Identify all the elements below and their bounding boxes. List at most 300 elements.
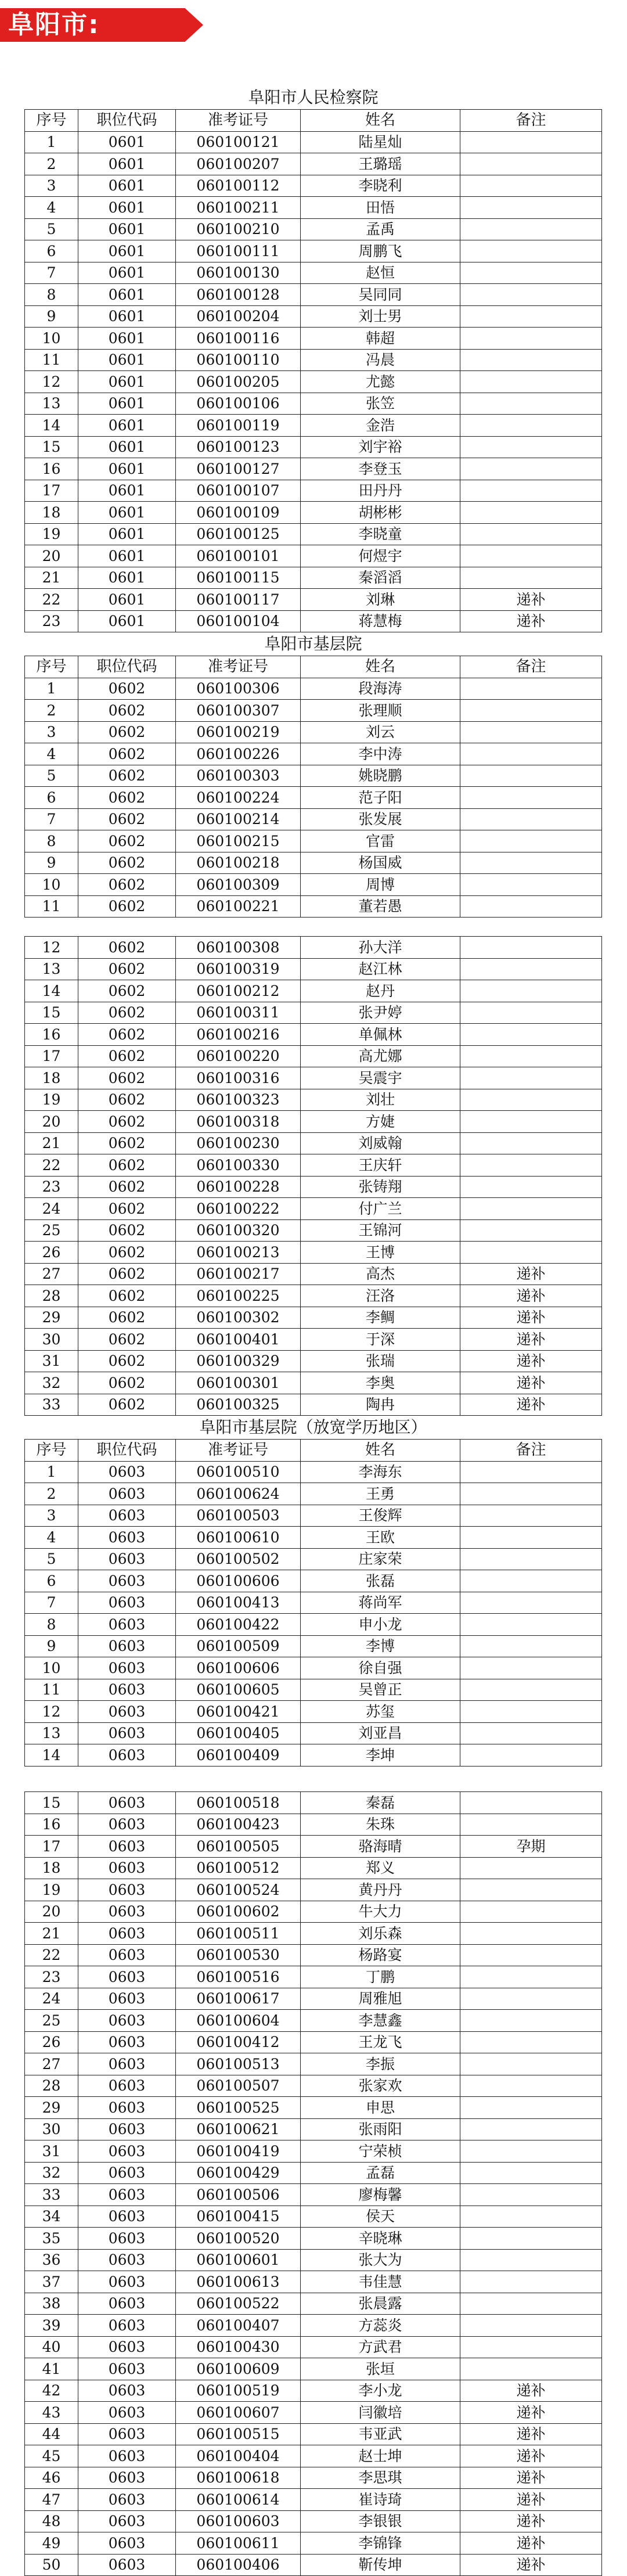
cell-exam-number: 060100413 bbox=[176, 1592, 301, 1614]
cell-name: 王欧 bbox=[301, 1527, 460, 1549]
cell-note bbox=[460, 1857, 602, 1879]
cell-seq: 3 bbox=[25, 175, 78, 197]
cell-note bbox=[460, 1527, 602, 1549]
cell-name: 秦磊 bbox=[301, 1792, 460, 1814]
cell-exam-number: 060100524 bbox=[176, 1879, 301, 1901]
cell-note: 递补 bbox=[460, 589, 602, 611]
cell-name: 徐自强 bbox=[301, 1657, 460, 1679]
cell-position-code: 0603 bbox=[78, 2423, 176, 2445]
cell-position-code: 0601 bbox=[78, 458, 176, 480]
cell-position-code: 0601 bbox=[78, 328, 176, 350]
cell-name: 秦滔滔 bbox=[301, 567, 460, 589]
table-row bbox=[25, 523, 602, 545]
cell-note bbox=[460, 2031, 602, 2053]
section-title-row bbox=[25, 86, 602, 110]
cell-seq: 14 bbox=[25, 980, 78, 1002]
cell-position-code: 0601 bbox=[78, 393, 176, 415]
cell-name: 张晨露 bbox=[301, 2293, 460, 2315]
cell-seq: 44 bbox=[25, 2423, 78, 2445]
cell-note bbox=[460, 2140, 602, 2163]
cell-seq: 21 bbox=[25, 567, 78, 589]
cell-exam-number: 060100101 bbox=[176, 545, 301, 567]
cell-seq: 6 bbox=[25, 787, 78, 809]
column-header: 姓名 bbox=[301, 656, 460, 678]
cell-seq: 41 bbox=[25, 2358, 78, 2380]
table-row bbox=[25, 2118, 602, 2140]
cell-position-code: 0603 bbox=[78, 1744, 176, 1766]
cell-position-code: 0603 bbox=[78, 2445, 176, 2467]
cell-exam-number: 060100610 bbox=[176, 1527, 301, 1549]
cell-name: 田悟 bbox=[301, 197, 460, 219]
table-row bbox=[25, 1944, 602, 1966]
cell-exam-number: 060100320 bbox=[176, 1219, 301, 1242]
column-header: 姓名 bbox=[301, 1440, 460, 1462]
cell-name: 申思 bbox=[301, 2097, 460, 2119]
table-row bbox=[25, 743, 602, 765]
cell-name: 李晓利 bbox=[301, 175, 460, 197]
table-row bbox=[25, 830, 602, 852]
cell-name: 牛大力 bbox=[301, 1901, 460, 1923]
cell-seq: 31 bbox=[25, 1350, 78, 1372]
cell-note bbox=[460, 1002, 602, 1024]
table-row bbox=[25, 1679, 602, 1701]
cell-name: 高尤娜 bbox=[301, 1045, 460, 1067]
table-row bbox=[25, 980, 602, 1002]
cell-name: 李锦锋 bbox=[301, 2532, 460, 2555]
cell-position-code: 0603 bbox=[78, 1527, 176, 1549]
column-header: 职位代码 bbox=[78, 1440, 176, 1462]
cell-note: 递补 bbox=[460, 1307, 602, 1329]
cell-exam-number: 060100507 bbox=[176, 2075, 301, 2097]
table-row bbox=[25, 1307, 602, 1329]
cell-exam-number: 060100515 bbox=[176, 2423, 301, 2445]
cell-note bbox=[460, 197, 602, 219]
cell-note bbox=[460, 1792, 602, 1814]
cell-name: 廖梅馨 bbox=[301, 2184, 460, 2206]
table-row bbox=[25, 2358, 602, 2380]
table-row bbox=[25, 1045, 602, 1067]
cell-position-code: 0602 bbox=[78, 980, 176, 1002]
cell-seq: 40 bbox=[25, 2336, 78, 2358]
cell-seq: 2 bbox=[25, 1483, 78, 1505]
cell-note bbox=[460, 2228, 602, 2250]
cell-exam-number: 060100318 bbox=[176, 1111, 301, 1133]
cell-exam-number: 060100506 bbox=[176, 2184, 301, 2206]
cell-exam-number: 060100306 bbox=[176, 678, 301, 700]
cell-note bbox=[460, 2336, 602, 2358]
cell-note bbox=[460, 240, 602, 262]
table-row bbox=[25, 765, 602, 787]
cell-seq: 46 bbox=[25, 2467, 78, 2489]
cell-position-code: 0602 bbox=[78, 1198, 176, 1220]
cell-seq: 17 bbox=[25, 480, 78, 502]
cell-note bbox=[460, 937, 602, 959]
cell-seq: 16 bbox=[25, 1024, 78, 1046]
cell-exam-number: 060100301 bbox=[176, 1372, 301, 1394]
table-row bbox=[25, 1263, 602, 1285]
cell-seq: 30 bbox=[25, 1329, 78, 1351]
table-row bbox=[25, 2184, 602, 2206]
cell-seq: 15 bbox=[25, 1002, 78, 1024]
cell-seq: 25 bbox=[25, 2010, 78, 2032]
cell-seq: 22 bbox=[25, 1944, 78, 1966]
column-header: 序号 bbox=[25, 656, 78, 678]
cell-note: 递补 bbox=[460, 610, 602, 632]
cell-seq: 29 bbox=[25, 1307, 78, 1329]
cell-note bbox=[460, 787, 602, 809]
table-row bbox=[25, 1461, 602, 1483]
cell-name: 李中涛 bbox=[301, 743, 460, 765]
cell-note bbox=[460, 958, 602, 980]
cell-exam-number: 060100115 bbox=[176, 567, 301, 589]
cell-position-code: 0602 bbox=[78, 700, 176, 722]
cell-seq: 26 bbox=[25, 2031, 78, 2053]
cell-seq: 15 bbox=[25, 436, 78, 458]
table-row bbox=[25, 175, 602, 197]
cell-name: 周博 bbox=[301, 874, 460, 896]
cell-name: 王璐瑶 bbox=[301, 153, 460, 175]
cell-name: 刘乐森 bbox=[301, 1923, 460, 1945]
cell-name: 方武君 bbox=[301, 2336, 460, 2358]
table-row bbox=[25, 1329, 602, 1351]
cell-position-code: 0603 bbox=[78, 1548, 176, 1570]
column-header: 序号 bbox=[25, 110, 78, 132]
cell-exam-number: 060100503 bbox=[176, 1505, 301, 1527]
cell-name: 李登玉 bbox=[301, 458, 460, 480]
cell-name: 李海东 bbox=[301, 1461, 460, 1483]
cell-position-code: 0601 bbox=[78, 218, 176, 240]
cell-exam-number: 060100109 bbox=[176, 502, 301, 524]
cell-exam-number: 060100330 bbox=[176, 1154, 301, 1177]
cell-note bbox=[460, 2118, 602, 2140]
cell-position-code: 0602 bbox=[78, 808, 176, 830]
cell-name: 张瑞 bbox=[301, 1350, 460, 1372]
cell-exam-number: 060100323 bbox=[176, 1089, 301, 1111]
candidate-table bbox=[24, 86, 602, 918]
table-row bbox=[25, 1154, 602, 1177]
cell-note: 递补 bbox=[460, 2380, 602, 2402]
cell-name: 张大为 bbox=[301, 2249, 460, 2271]
cell-seq: 2 bbox=[25, 153, 78, 175]
cell-position-code: 0602 bbox=[78, 721, 176, 743]
cell-seq: 42 bbox=[25, 2380, 78, 2402]
table-row bbox=[25, 1722, 602, 1744]
cell-name: 张家欢 bbox=[301, 2075, 460, 2097]
table-row bbox=[25, 937, 602, 959]
cell-position-code: 0603 bbox=[78, 2293, 176, 2315]
table-row bbox=[25, 1372, 602, 1394]
table-row bbox=[25, 1285, 602, 1307]
cell-note: 递补 bbox=[460, 1263, 602, 1285]
cell-seq: 29 bbox=[25, 2097, 78, 2119]
section-title: 阜阳市基层院（放宽学历地区） bbox=[25, 1416, 602, 1440]
cell-exam-number: 060100311 bbox=[176, 1002, 301, 1024]
cell-seq: 19 bbox=[25, 523, 78, 545]
cell-seq: 30 bbox=[25, 2118, 78, 2140]
cell-seq: 1 bbox=[25, 1461, 78, 1483]
cell-seq: 43 bbox=[25, 2402, 78, 2424]
cell-position-code: 0603 bbox=[78, 1879, 176, 1901]
cell-exam-number: 060100110 bbox=[176, 349, 301, 371]
cell-name: 冯晨 bbox=[301, 349, 460, 371]
cell-position-code: 0601 bbox=[78, 153, 176, 175]
cell-position-code: 0603 bbox=[78, 1483, 176, 1505]
table-block-1 bbox=[24, 86, 601, 918]
cell-note bbox=[460, 502, 602, 524]
cell-note bbox=[460, 2184, 602, 2206]
cell-exam-number: 060100207 bbox=[176, 153, 301, 175]
cell-note bbox=[460, 743, 602, 765]
cell-name: 张笠 bbox=[301, 393, 460, 415]
cell-note bbox=[460, 218, 602, 240]
cell-seq: 20 bbox=[25, 1901, 78, 1923]
cell-position-code: 0602 bbox=[78, 1002, 176, 1024]
table-row bbox=[25, 2010, 602, 2032]
cell-position-code: 0603 bbox=[78, 1988, 176, 2010]
cell-exam-number: 060100212 bbox=[176, 980, 301, 1002]
cell-note: 递补 bbox=[460, 1350, 602, 1372]
cell-seq: 17 bbox=[25, 1836, 78, 1858]
table-row bbox=[25, 2445, 602, 2467]
cell-position-code: 0603 bbox=[78, 1461, 176, 1483]
table-row bbox=[25, 153, 602, 175]
cell-exam-number: 060100429 bbox=[176, 2162, 301, 2184]
section-title: 阜阳市人民检察院 bbox=[25, 86, 602, 110]
table-row bbox=[25, 2489, 602, 2511]
cell-name: 李慧鑫 bbox=[301, 2010, 460, 2032]
cell-exam-number: 060100525 bbox=[176, 2097, 301, 2119]
cell-exam-number: 060100510 bbox=[176, 1461, 301, 1483]
cell-note bbox=[460, 175, 602, 197]
cell-name: 方蕊炎 bbox=[301, 2315, 460, 2337]
cell-exam-number: 060100307 bbox=[176, 700, 301, 722]
cell-exam-number: 060100106 bbox=[176, 393, 301, 415]
cell-exam-number: 060100308 bbox=[176, 937, 301, 959]
table-row bbox=[25, 567, 602, 589]
cell-name: 方婕 bbox=[301, 1111, 460, 1133]
cell-position-code: 0603 bbox=[78, 1505, 176, 1527]
cell-seq: 8 bbox=[25, 1614, 78, 1636]
cell-note bbox=[460, 1024, 602, 1046]
cell-seq: 11 bbox=[25, 349, 78, 371]
table-row bbox=[25, 305, 602, 328]
cell-exam-number: 060100316 bbox=[176, 1067, 301, 1089]
cell-position-code: 0602 bbox=[78, 1089, 176, 1111]
table-row bbox=[25, 393, 602, 415]
cell-position-code: 0603 bbox=[78, 2184, 176, 2206]
cell-exam-number: 060100117 bbox=[176, 589, 301, 611]
cell-note: 递补 bbox=[460, 2445, 602, 2467]
cell-note bbox=[460, 1219, 602, 1242]
candidate-table bbox=[24, 1791, 602, 2576]
table-row bbox=[25, 502, 602, 524]
cell-seq: 18 bbox=[25, 1857, 78, 1879]
cell-position-code: 0601 bbox=[78, 349, 176, 371]
cell-note bbox=[460, 328, 602, 350]
table-row bbox=[25, 1198, 602, 1220]
table-row bbox=[25, 1132, 602, 1154]
cell-seq: 3 bbox=[25, 1505, 78, 1527]
cell-position-code: 0601 bbox=[78, 545, 176, 567]
cell-position-code: 0602 bbox=[78, 1242, 176, 1264]
column-header: 准考证号 bbox=[176, 656, 301, 678]
cell-note bbox=[460, 284, 602, 306]
cell-exam-number: 060100214 bbox=[176, 808, 301, 830]
table-row bbox=[25, 1635, 602, 1657]
cell-seq: 33 bbox=[25, 1394, 78, 1416]
cell-name: 高杰 bbox=[301, 1263, 460, 1285]
table-row bbox=[25, 1002, 602, 1024]
cell-note bbox=[460, 1988, 602, 2010]
cell-note bbox=[460, 1176, 602, 1198]
cell-seq: 14 bbox=[25, 415, 78, 437]
cell-note: 递补 bbox=[460, 2402, 602, 2424]
cell-position-code: 0602 bbox=[78, 743, 176, 765]
table-row bbox=[25, 1966, 602, 1988]
cell-seq: 4 bbox=[25, 743, 78, 765]
cell-seq: 13 bbox=[25, 1722, 78, 1744]
cell-name: 刘壮 bbox=[301, 1089, 460, 1111]
cell-exam-number: 060100218 bbox=[176, 852, 301, 874]
cell-position-code: 0603 bbox=[78, 2162, 176, 2184]
cell-name: 李鲷 bbox=[301, 1307, 460, 1329]
table-row bbox=[25, 1570, 602, 1592]
cell-exam-number: 060100104 bbox=[176, 610, 301, 632]
cell-exam-number: 060100224 bbox=[176, 787, 301, 809]
table-row bbox=[25, 284, 602, 306]
cell-name: 王锦河 bbox=[301, 1219, 460, 1242]
cell-position-code: 0601 bbox=[78, 305, 176, 328]
cell-seq: 27 bbox=[25, 1263, 78, 1285]
cell-note bbox=[460, 305, 602, 328]
table-row bbox=[25, 1067, 602, 1089]
cell-note bbox=[460, 895, 602, 918]
cell-position-code: 0603 bbox=[78, 2467, 176, 2489]
table-row bbox=[25, 2249, 602, 2271]
cell-name: 范子阳 bbox=[301, 787, 460, 809]
cell-position-code: 0602 bbox=[78, 937, 176, 959]
cell-name: 李振 bbox=[301, 2053, 460, 2075]
table-row bbox=[25, 480, 602, 502]
candidate-table bbox=[24, 936, 602, 1766]
cell-name: 董若愚 bbox=[301, 895, 460, 918]
cell-seq: 3 bbox=[25, 721, 78, 743]
cell-exam-number: 060100621 bbox=[176, 2118, 301, 2140]
cell-name: 何煜宇 bbox=[301, 545, 460, 567]
cell-seq: 12 bbox=[25, 937, 78, 959]
cell-exam-number: 060100617 bbox=[176, 1988, 301, 2010]
table-row bbox=[25, 262, 602, 284]
cell-name: 段海涛 bbox=[301, 678, 460, 700]
cell-position-code: 0602 bbox=[78, 1176, 176, 1198]
cell-position-code: 0603 bbox=[78, 2075, 176, 2097]
cell-seq: 13 bbox=[25, 393, 78, 415]
table-row bbox=[25, 2402, 602, 2424]
cell-position-code: 0601 bbox=[78, 502, 176, 524]
cell-note bbox=[460, 1744, 602, 1766]
cell-note bbox=[460, 262, 602, 284]
cell-name: 金浩 bbox=[301, 415, 460, 437]
cell-exam-number: 060100309 bbox=[176, 874, 301, 896]
cell-exam-number: 060100423 bbox=[176, 1814, 301, 1836]
cell-position-code: 0601 bbox=[78, 131, 176, 153]
cell-exam-number: 060100215 bbox=[176, 830, 301, 852]
cell-seq: 7 bbox=[25, 808, 78, 830]
cell-seq: 11 bbox=[25, 1679, 78, 1701]
cell-name: 姚晓鹏 bbox=[301, 765, 460, 787]
column-header: 姓名 bbox=[301, 110, 460, 132]
table-row bbox=[25, 1219, 602, 1242]
cell-name: 李博 bbox=[301, 1635, 460, 1657]
cell-name: 陶冉 bbox=[301, 1394, 460, 1416]
cell-note bbox=[460, 765, 602, 787]
cell-seq: 26 bbox=[25, 1242, 78, 1264]
cell-name: 官雷 bbox=[301, 830, 460, 852]
cell-note: 递补 bbox=[460, 1372, 602, 1394]
cell-exam-number: 060100512 bbox=[176, 1857, 301, 1879]
table-row bbox=[25, 2053, 602, 2075]
table-row bbox=[25, 2228, 602, 2250]
region-banner bbox=[0, 0, 627, 48]
cell-note bbox=[460, 545, 602, 567]
cell-note bbox=[460, 1548, 602, 1570]
cell-note bbox=[460, 1657, 602, 1679]
cell-position-code: 0603 bbox=[78, 1679, 176, 1701]
cell-exam-number: 060100128 bbox=[176, 284, 301, 306]
cell-note bbox=[460, 1814, 602, 1836]
cell-exam-number: 060100518 bbox=[176, 1792, 301, 1814]
cell-position-code: 0603 bbox=[78, 2402, 176, 2424]
cell-position-code: 0603 bbox=[78, 1901, 176, 1923]
table-row bbox=[25, 1176, 602, 1198]
cell-position-code: 0602 bbox=[78, 852, 176, 874]
table-row bbox=[25, 1857, 602, 1879]
cell-seq: 13 bbox=[25, 958, 78, 980]
cell-note: 递补 bbox=[460, 2467, 602, 2489]
table-row bbox=[25, 545, 602, 567]
cell-seq: 9 bbox=[25, 852, 78, 874]
table-row bbox=[25, 808, 602, 830]
cell-seq: 45 bbox=[25, 2445, 78, 2467]
cell-seq: 16 bbox=[25, 458, 78, 480]
cell-seq: 9 bbox=[25, 1635, 78, 1657]
cell-note bbox=[460, 2206, 602, 2228]
cell-position-code: 0603 bbox=[78, 2358, 176, 2380]
region-title: 阜阳市: bbox=[8, 10, 100, 39]
cell-position-code: 0603 bbox=[78, 1966, 176, 1988]
cell-seq: 23 bbox=[25, 1176, 78, 1198]
cell-seq: 8 bbox=[25, 284, 78, 306]
cell-seq: 23 bbox=[25, 610, 78, 632]
table-row bbox=[25, 131, 602, 153]
cell-seq: 5 bbox=[25, 765, 78, 787]
table-row bbox=[25, 1657, 602, 1679]
cell-seq: 15 bbox=[25, 1792, 78, 1814]
cell-name: 刘亚昌 bbox=[301, 1722, 460, 1744]
table-row bbox=[25, 610, 602, 632]
cell-exam-number: 060100606 bbox=[176, 1657, 301, 1679]
cell-note: 递补 bbox=[460, 1394, 602, 1416]
cell-seq: 18 bbox=[25, 502, 78, 524]
cell-seq: 27 bbox=[25, 2053, 78, 2075]
cell-name: 于深 bbox=[301, 1329, 460, 1351]
cell-note bbox=[460, 1966, 602, 1988]
cell-seq: 10 bbox=[25, 328, 78, 350]
cell-note bbox=[460, 1701, 602, 1723]
cell-seq: 38 bbox=[25, 2293, 78, 2315]
table-row bbox=[25, 1505, 602, 1527]
cell-note bbox=[460, 1045, 602, 1067]
